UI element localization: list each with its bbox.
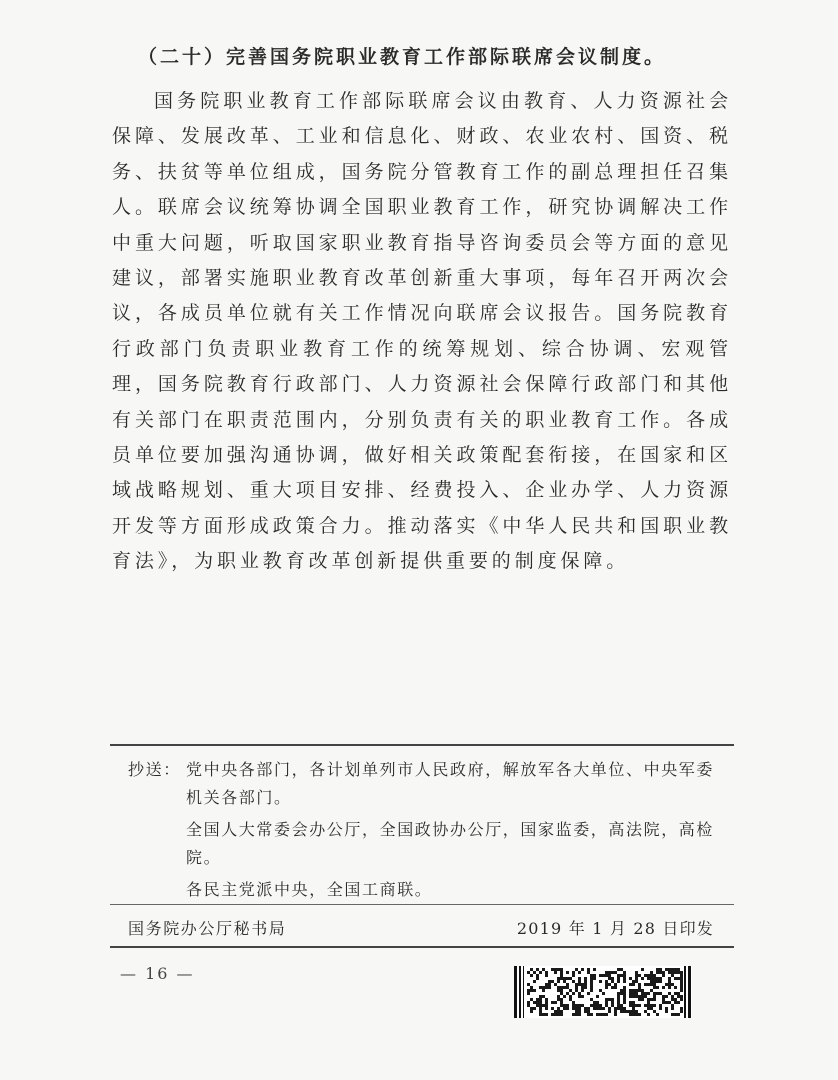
- issuer-bottom-rule: [110, 946, 734, 948]
- barcode-graphic: [514, 966, 692, 1018]
- cc-item: 党中央各部门，各计划单列市人民政府，解放军各大单位、中央军委机关各部门。: [186, 760, 715, 807]
- cc-block: [128, 756, 728, 908]
- body-paragraph: 国务院职业教育工作部际联席会议由教育、人力资源社会保障、发展改革、工业和信息化、财政、农业农村、国资、税务、扶贫等单位组成，国务院分管教育工作的副总理担任召集人。联席会议统筹协调全国职业教育工作，研究协调解决工作中重大问题，听取国家职业教育指导咨询委员会等方面的意见建议，部署实施职业教育改革创新重大事项，每年召开两次会议，各成员单位就有关工作情况向联席会议报告。国务院教育行政部门负责职业教育工作的统筹规划、综合协调、宏观管理，国务院教育行政部门、人力资源社会保障行政部门和其他有关部门在职责范围内，分别负责有关的职业教育工作。各成员单位要加强沟通协调，做好相关政策配套衔接，在国家和区域战略规划、重大项目安排、经费投入、企业办学、人力资源开发等方面形成政策合力。推动落实《中华人民共和国职业教育法》，为职业教育改革创新提供重要的制度保障。: [112, 90, 732, 573]
- page-number: — 16 —: [120, 964, 195, 983]
- cc-label: 抄送：: [128, 760, 181, 779]
- cc-item: 全国人大常委会办公厅，全国政协办公厅，国家监委，高法院，高检院。: [186, 820, 715, 867]
- issuer-top-rule: [110, 904, 734, 905]
- issuing-office: 国务院办公厅秘书局: [128, 919, 287, 938]
- barcode-image: [514, 966, 692, 1018]
- cc-recipients: [186, 756, 728, 904]
- section-heading: （二十）完善国务院职业教育工作部际联席会议制度。: [138, 46, 667, 68]
- issue-date: 2019 年 1 月 28 日印发: [516, 919, 714, 938]
- cc-item: 各民主党派中央，全国工商联。: [186, 880, 433, 899]
- cc-top-rule: [110, 744, 734, 746]
